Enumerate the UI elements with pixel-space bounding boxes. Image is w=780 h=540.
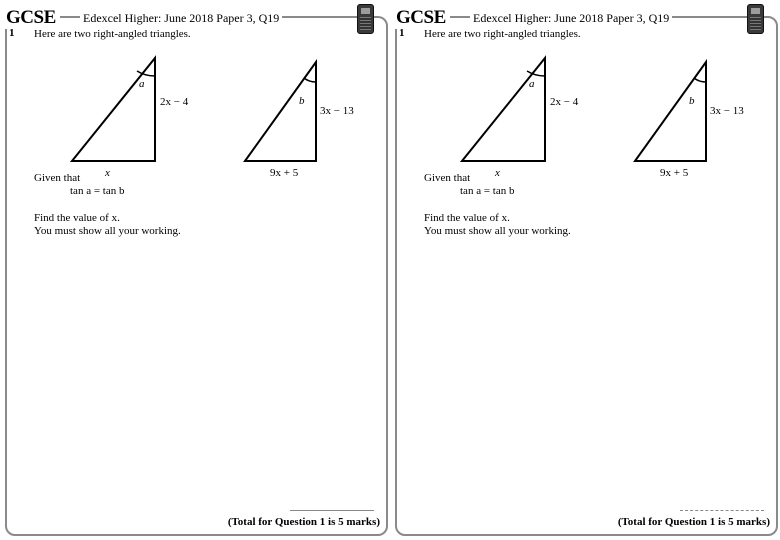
triangle1-vertical-label: 2x − 4 bbox=[160, 96, 189, 108]
angle-a-label: a bbox=[139, 78, 145, 90]
find-instruction: Find the value of x. bbox=[34, 212, 120, 224]
angle-a-arc bbox=[137, 71, 155, 76]
given-equation: tan a = tan b bbox=[460, 185, 515, 197]
triangle1-vertical-label: 2x − 4 bbox=[550, 96, 579, 108]
given-equation: tan a = tan b bbox=[70, 185, 125, 197]
triangle-diagrams bbox=[390, 0, 780, 200]
triangle-2 bbox=[635, 62, 706, 161]
triangle-diagrams bbox=[0, 0, 390, 200]
triangle-2 bbox=[245, 62, 316, 161]
answer-line bbox=[290, 510, 374, 511]
angle-a-label: a bbox=[529, 78, 535, 90]
header-title: Edexcel Higher: June 2018 Paper 3, Q19 bbox=[470, 11, 672, 26]
question-intro: Here are two right-angled triangles. bbox=[34, 28, 191, 40]
angle-b-arc bbox=[694, 78, 706, 82]
angle-b-label: b bbox=[689, 95, 695, 107]
triangle1-base-label: x bbox=[105, 167, 110, 179]
gcse-logo: GCSE bbox=[4, 7, 60, 29]
total-marks: (Total for Question 1 is 5 marks) bbox=[227, 516, 380, 528]
gcse-logo: GCSE bbox=[394, 7, 450, 29]
total-marks: (Total for Question 1 is 5 marks) bbox=[617, 516, 770, 528]
question-number: 1 bbox=[9, 27, 15, 39]
angle-b-label: b bbox=[299, 95, 305, 107]
working-instruction: You must show all your working. bbox=[34, 225, 181, 237]
answer-line bbox=[680, 510, 764, 511]
triangle2-vertical-label: 3x − 13 bbox=[320, 105, 354, 117]
given-label: Given that bbox=[34, 172, 81, 184]
angle-b-arc bbox=[304, 78, 316, 82]
triangle2-base-label: 9x + 5 bbox=[270, 167, 299, 179]
triangle2-base-label: 9x + 5 bbox=[660, 167, 689, 179]
angle-a-arc bbox=[527, 71, 545, 76]
header-title: Edexcel Higher: June 2018 Paper 3, Q19 bbox=[80, 11, 282, 26]
triangle1-base-label: x bbox=[495, 167, 500, 179]
worksheet-panel-right bbox=[390, 0, 780, 540]
given-label: Given that bbox=[424, 172, 471, 184]
question-intro: Here are two right-angled triangles. bbox=[424, 28, 581, 40]
find-instruction: Find the value of x. bbox=[424, 212, 510, 224]
question-number: 1 bbox=[399, 27, 405, 39]
triangle2-vertical-label: 3x − 13 bbox=[710, 105, 744, 117]
working-instruction: You must show all your working. bbox=[424, 225, 571, 237]
